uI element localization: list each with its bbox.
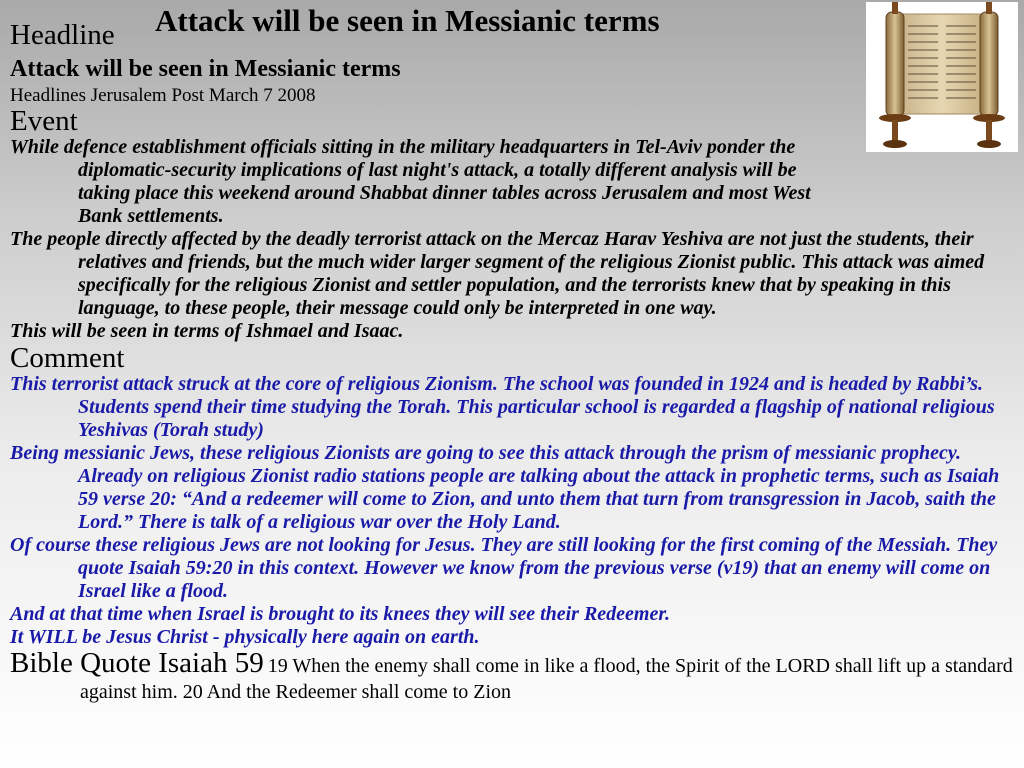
bible-quote xyxy=(10,647,1015,706)
bible-quote-text: 19 When the enemy shall come in like a flood, the Spirit of the LORD shall lift up a standard against him. 20 And the Redeemer shall come to Zion xyxy=(80,655,1013,703)
headline-source: Headlines Jerusalem Post March 7 2008 xyxy=(10,85,316,106)
comment-paragraph: Being messianic Jews, these religious Zionists are going to see this attack through the prism of messianic prophecy. Already on religious Zionist radio stations people are talking about the attack in prophetic terms, such as Isaiah 59 verse 20: “And a redeemer will come to Zion, and unto them that turn from transgression in Jacob, saith the Lord.” There is talk of a religious war over the Holy Land. xyxy=(10,442,1000,533)
comment-paragraph: This terrorist attack struck at the core of religious Zionism. The school was founded in 1924 and is headed by Rabbi’s. Students spend their time studying the Torah. This particular school is regarded a flagship of national religious Yeshivas (Torah study) xyxy=(10,373,995,441)
event-paragraph: The people directly affected by the deadly terrorist attack on the Mercaz Harav Yeshiva are not just the students, their relatives and friends, but the much wider larger segment of the religious Zionist public. This attack was aimed specifically for the religious Zionist and settler population, and the terrorists knew that by speaking in this language, to these people, their message could only be interpreted in one way. xyxy=(10,228,985,319)
comment-paragraph: And at that time when Israel is brought to its knees they will see their Redeemer. xyxy=(10,603,671,625)
event-paragraph: This will be seen in terms of Ishmael and Isaac. xyxy=(10,320,404,342)
comment-heading: Comment xyxy=(10,342,125,374)
event-paragraph: While defence establishment officials sitting in the military headquarters in Tel-Aviv ponder the diplomatic-security implications of last night's attack, a totally different analysis will be taking place this weekend around Shabbat dinner tables across Jerusalem and most West Bank settlements. xyxy=(10,136,811,227)
comment-paragraph: It WILL be Jesus Christ - physically here again on earth. xyxy=(10,626,480,648)
headline-text: Attack will be seen in Messianic terms xyxy=(10,56,401,82)
slide-title: Attack will be seen in Messianic terms xyxy=(155,3,660,38)
event-heading: Event xyxy=(10,105,78,137)
slide-content xyxy=(10,20,1015,706)
headline-heading: Headline xyxy=(10,19,115,51)
bible-quote-heading: Bible Quote Isaiah 59 xyxy=(10,647,264,679)
comment-paragraph: Of course these religious Jews are not looking for Jesus. They are still looking for the first coming of the Messiah. They quote Isaiah 59:20 in this context. However we know from the previous verse (v19) that an enemy will come on Israel like a flood. xyxy=(10,534,998,602)
